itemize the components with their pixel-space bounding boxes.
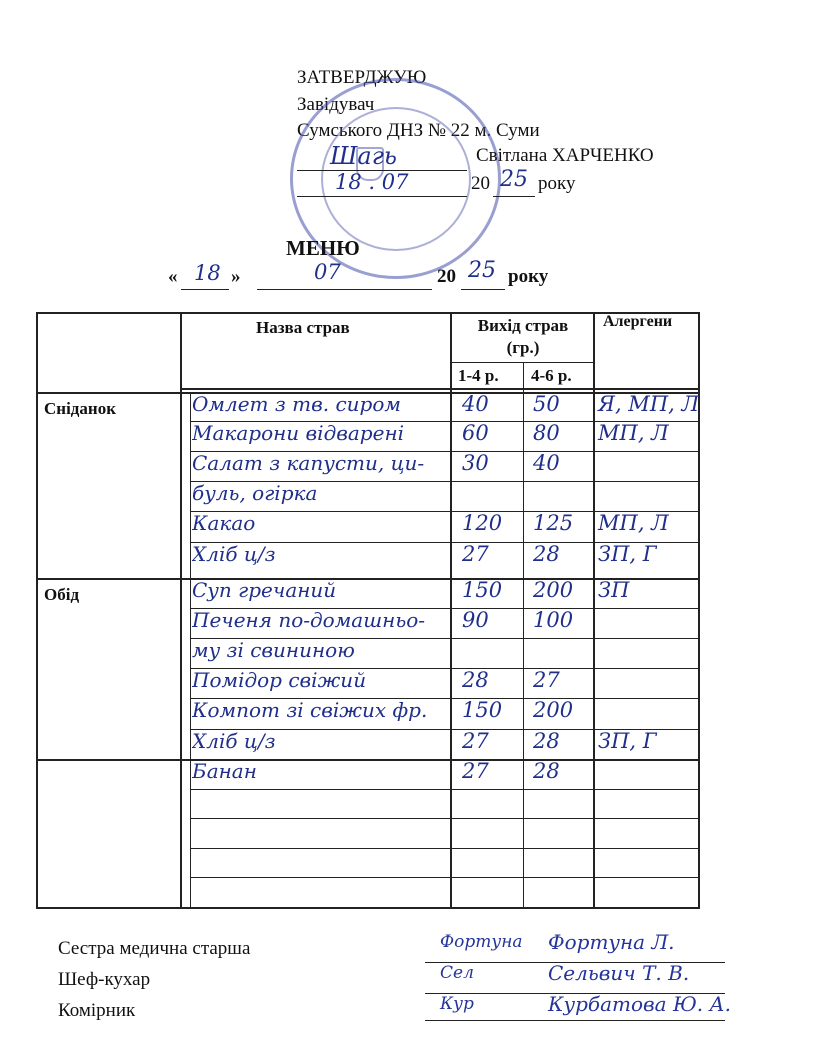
- dish-name: Помідор свіжий: [192, 668, 367, 692]
- menu-quote-close: »: [231, 266, 241, 287]
- footer-role: Сестра медична старша: [58, 938, 251, 959]
- approval-institution: Сумського ДНЗ № 22 м. Суми: [297, 120, 540, 141]
- dish-name: Салат з капусти, ци-: [192, 451, 425, 475]
- yield-1-4: 28: [462, 668, 489, 692]
- yield-4-6: 100: [533, 608, 574, 632]
- dish-name: Какао: [192, 511, 256, 535]
- allergens: ЗП, Г: [598, 729, 657, 753]
- yield-1-4: 30: [462, 451, 489, 475]
- approval-date: 18 . 07: [335, 170, 409, 194]
- menu-year: 25: [468, 258, 496, 283]
- yield-4-6: 50: [533, 392, 560, 416]
- footer-name: Курбатова Ю. А.: [548, 992, 732, 1016]
- yield-1-4: 150: [462, 698, 503, 722]
- meal-label: Обід: [44, 585, 80, 604]
- yield-1-4: 27: [462, 759, 489, 783]
- allergens: ЗП, Г: [598, 542, 657, 566]
- yield-1-4: 90: [462, 608, 489, 632]
- footer-name: Фортуна Л.: [548, 930, 675, 954]
- yield-1-4: 120: [462, 511, 503, 535]
- yield-4-6: 28: [533, 759, 560, 783]
- approval-position: Завідувач: [297, 94, 375, 115]
- yield-1-4: 27: [462, 542, 489, 566]
- menu-year-suffix: року: [508, 266, 549, 287]
- dish-name: Хліб ц/з: [192, 729, 276, 753]
- yield-4-6: 80: [533, 421, 560, 445]
- footer-signature: Фортуна: [440, 932, 523, 952]
- yield-4-6: 125: [533, 511, 574, 535]
- yield-1-4: 27: [462, 729, 489, 753]
- dish-name: Банан: [192, 759, 257, 783]
- footer-role: Комірник: [58, 1000, 136, 1021]
- approval-heading: ЗАТВЕРДЖУЮ: [297, 67, 427, 88]
- dish-name: Омлет з тв. сиром: [192, 392, 401, 416]
- approval-name: Світлана ХАРЧЕНКО: [476, 145, 654, 166]
- menu-title: МЕНЮ: [286, 236, 360, 260]
- allergens: МП, Л: [598, 421, 669, 445]
- yield-4-6: 40: [533, 451, 560, 475]
- yield-4-6: 28: [533, 542, 560, 566]
- approval-year-prefix: 20: [471, 173, 490, 194]
- dish-name: му зі свининою: [192, 638, 355, 662]
- footer-signature: Кур: [440, 994, 474, 1014]
- menu-year-prefix: 20: [437, 266, 456, 287]
- menu-day: 18: [194, 261, 221, 285]
- approval-year: 25: [500, 167, 528, 192]
- yield-1-4: 60: [462, 421, 489, 445]
- yield-1-4: 150: [462, 578, 503, 602]
- header-dish: Назва страв: [256, 318, 350, 337]
- yield-4-6: 27: [533, 668, 560, 692]
- yield-4-6: 200: [533, 698, 574, 722]
- menu-quote-open: «: [168, 266, 178, 287]
- allergens: Я, МП, Л: [598, 392, 700, 416]
- footer-signature: Сел: [440, 963, 474, 983]
- dish-name: Суп гречаний: [192, 578, 337, 602]
- yield-1-4: 40: [462, 392, 489, 416]
- header-age-4-6: 4-6 р.: [531, 366, 572, 385]
- header-yield: Вихід страв (гр.): [477, 316, 569, 357]
- dish-name: Хліб ц/з: [192, 542, 276, 566]
- yield-4-6: 28: [533, 729, 560, 753]
- footer-name: Сельвич Т. В.: [548, 961, 690, 985]
- approval-year-suffix: року: [538, 173, 576, 194]
- allergens: МП, Л: [598, 511, 669, 535]
- footer-role: Шеф-кухар: [58, 969, 151, 990]
- allergens: ЗП: [598, 578, 630, 602]
- dish-name: Компот зі свіжих фр.: [192, 698, 428, 722]
- dish-name: Печеня по-домашньо-: [192, 608, 426, 632]
- header-allergens: Алергени: [603, 313, 673, 330]
- approval-signature: Шагь: [330, 142, 397, 170]
- header-age-1-4: 1-4 р.: [458, 366, 499, 385]
- dish-name: буль, огірка: [192, 481, 318, 505]
- menu-month: 07: [314, 260, 341, 284]
- dish-name: Макарони відварені: [192, 421, 405, 445]
- yield-4-6: 200: [533, 578, 574, 602]
- meal-label: Сніданок: [44, 399, 116, 418]
